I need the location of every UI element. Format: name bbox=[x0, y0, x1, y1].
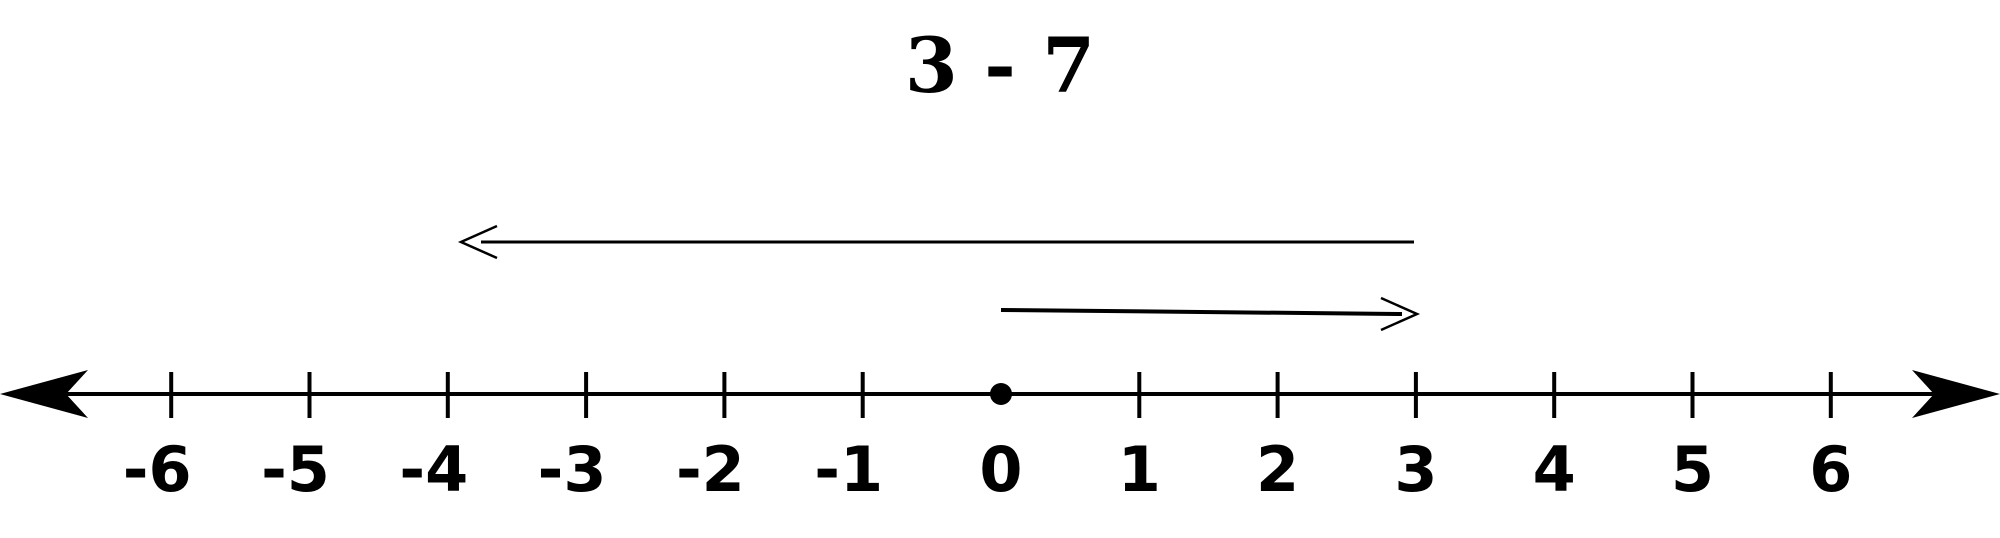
tick-label: -1 bbox=[814, 433, 884, 506]
tick-label: -4 bbox=[399, 433, 469, 506]
tick-label: 4 bbox=[1532, 433, 1576, 506]
tick-label: -2 bbox=[675, 433, 745, 506]
expression-title: 3 - 7 bbox=[904, 21, 1096, 110]
plus-three-vector-shaft bbox=[1001, 310, 1402, 314]
tick-label: 0 bbox=[979, 433, 1023, 506]
tick-label: 1 bbox=[1117, 433, 1161, 506]
tick-label: -5 bbox=[261, 433, 330, 506]
tick-label: 3 bbox=[1394, 433, 1438, 506]
tick-label: -6 bbox=[122, 433, 192, 506]
tick-labels bbox=[123, 433, 1853, 506]
tick-label: -3 bbox=[537, 433, 607, 506]
tick-label: 5 bbox=[1670, 433, 1715, 506]
plus-three-vector bbox=[1001, 298, 1417, 330]
tick-label: 6 bbox=[1809, 433, 1853, 506]
tick-label: 2 bbox=[1256, 433, 1300, 506]
minus-seven-vector bbox=[461, 226, 1414, 258]
origin-dot bbox=[990, 383, 1012, 405]
